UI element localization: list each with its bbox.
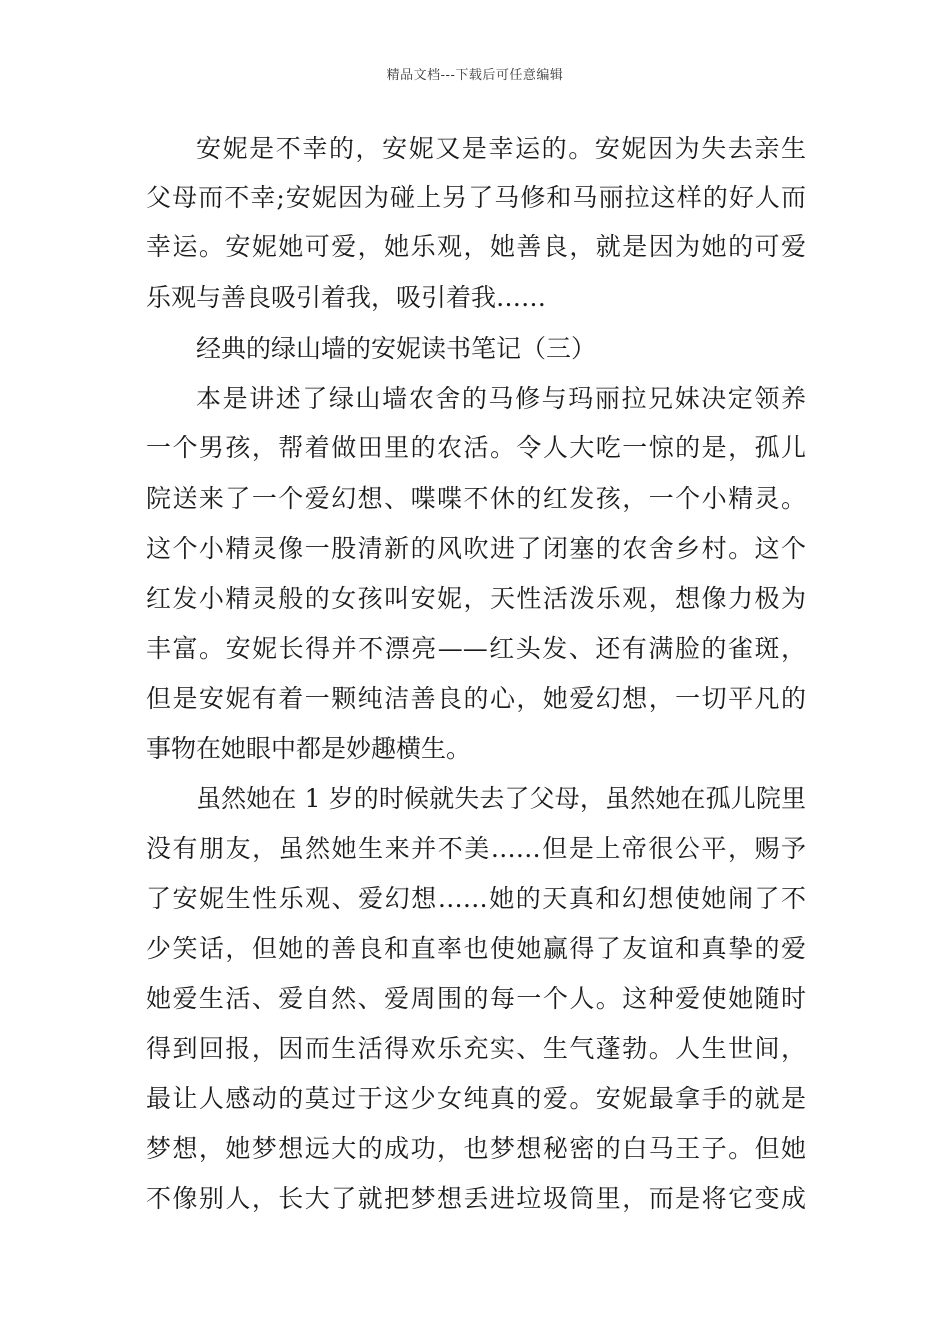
text-line: 院送来了一个爱幻想、喋喋不休的红发孩，一个小精灵。 [146, 484, 806, 513]
text-line: 但是安妮有着一颗纯洁善良的心，她爱幻想，一切平凡的 [146, 684, 806, 713]
text-line: 没有朋友，虽然她生来并不美……但是上帝很公平，赐予 [146, 834, 806, 863]
text-line: 红发小精灵般的女孩叫安妮，天性活泼乐观，想像力极为 [146, 584, 806, 613]
text-line: 丰富。安妮长得并不漂亮——红头发、还有满脸的雀斑， [146, 634, 806, 663]
text-line: 安妮是不幸的，安妮又是幸运的。安妮因为失去亲生 [196, 134, 806, 163]
text-line: 本是讲述了绿山墙农舍的马修与玛丽拉兄妹决定领养 [196, 384, 806, 413]
text-line: 不像别人，长大了就把梦想丢进垃圾筒里，而是将它变成 [146, 1184, 806, 1213]
page-header: 精品文档---下载后可任意编辑 [386, 68, 564, 83]
text-line: 事物在她眼中都是妙趣横生。 [146, 734, 472, 763]
section-heading: 经典的绿山墙的安妮读书笔记（三） [196, 334, 597, 363]
text-line: 了安妮生性乐观、爱幻想……她的天真和幻想使她闹了不 [146, 884, 806, 913]
text-line: 虽然她在 1 岁的时候就失去了父母，虽然她在孤儿院里 [196, 784, 806, 813]
text-line: 最让人感动的莫过于这少女纯真的爱。安妮最拿手的就是 [146, 1084, 806, 1113]
text-line: 得到回报，因而生活得欢乐充实、生气蓬勃。人生世间， [146, 1034, 806, 1063]
text-line: 乐观与善良吸引着我，吸引着我…… [146, 283, 547, 312]
text-line: 幸运。安妮她可爱，她乐观，她善良，就是因为她的可爱 [146, 232, 806, 261]
text-line: 她爱生活、爱自然、爱周围的每一个人。这种爱使她随时 [146, 984, 806, 1013]
text-line: 父母而不幸;安妮因为碰上另了马修和马丽拉这样的好人而 [146, 183, 806, 212]
text-line: 少笑话，但她的善良和直率也使她赢得了友谊和真挚的爱 [146, 934, 806, 963]
text-line: 梦想，她梦想远大的成功，也梦想秘密的白马王子。但她 [146, 1134, 806, 1163]
text-line: 这个小精灵像一股清新的风吹进了闭塞的农舍乡村。这个 [146, 534, 806, 563]
text-line: 一个男孩，帮着做田里的农活。令人大吃一惊的是，孤儿 [146, 433, 806, 462]
